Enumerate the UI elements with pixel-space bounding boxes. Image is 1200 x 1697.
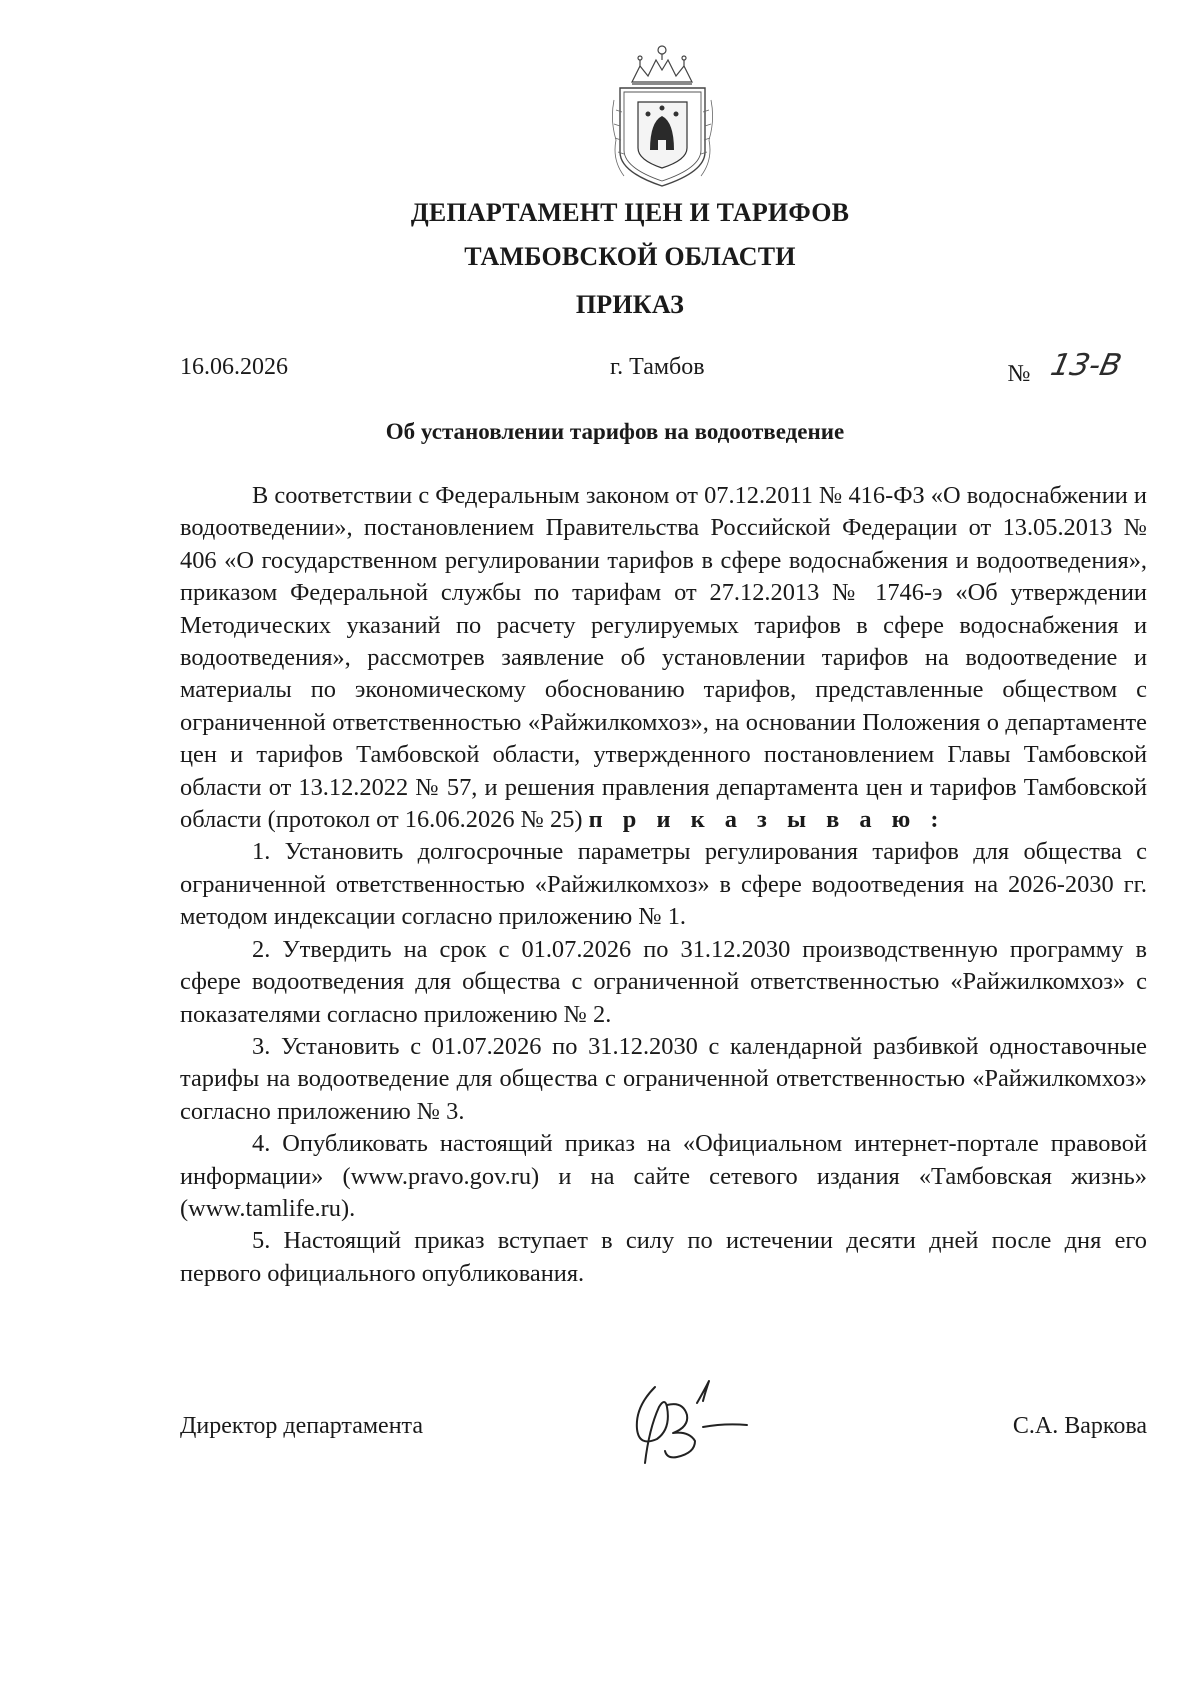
number-sign: № xyxy=(1007,361,1031,387)
order-item: 2. Утвердить на срок с 01.07.2026 по 31.12.2030 производственную программу в сфере водоотведения для общества с ограниченной ответственностью «Райжилкомхоз» с показателями согласно приложению № 2. xyxy=(180,935,1147,1028)
preamble-paragraph xyxy=(180,480,1147,836)
signature-block xyxy=(180,1413,1147,1453)
order-item: 4. Опубликовать настоящий приказ на «Официальном интернет-портале правовой информации» (www.pravo.gov.ru) и на сайте сетевого издания «Тамбовская жизнь» (www.tamlife.ru). xyxy=(180,1130,1147,1222)
handwritten-number: 13-В xyxy=(1047,348,1125,383)
document-city: г. Тамбов xyxy=(610,354,705,380)
document-date: 16.06.2026 xyxy=(180,354,288,380)
signatory-name: С.А. Варкова xyxy=(1012,1413,1147,1439)
coat-of-arms-icon xyxy=(610,40,715,190)
order-word: п р и к а з ы в а ю : xyxy=(588,806,946,834)
order-item: 5. Настоящий приказ вступает в силу по истечении десяти дней после дня его первого официального опубликования. xyxy=(180,1227,1147,1287)
region-title: ТАМБОВСКОЙ ОБЛАСТИ xyxy=(464,242,796,271)
document-type-title: ПРИКАЗ xyxy=(575,290,685,319)
order-item: 1. Установить долгосрочные параметры регулирования тарифов для общества с ограниченной ответственностью «Райжилкомхоз» в сфере водоотведения на 2026-2030 гг. методом индексации согласно приложению № 1. xyxy=(180,838,1147,931)
document-number xyxy=(1007,348,1125,389)
signatory-position: Директор департамента xyxy=(180,1413,423,1439)
document-body xyxy=(180,480,1147,1290)
order-item: 3. Установить с 01.07.2026 по 31.12.2030 с календарной разбивкой одноставочные тарифы на водоотведение для общества с ограниченной ответственностью «Райжилкомхоз» согласно приложению № 3. xyxy=(180,1032,1147,1125)
document-subject: Об установлении тарифов на водоотведение xyxy=(385,419,845,444)
preamble-text: В соответствии с Федеральным законом от 07.12.2011 № 416-ФЗ «О водоснабжении и водоотведении», постановлением Правительства Российской Федерации от 13.05.2013 № 406 «О государственном регулировании тарифов в сфере водоснабжения и водоотведения», приказом Федеральной службы по тарифам от 27.12.2013 № 1746-э «Об утверждении Методических указаний по расчету регулируемых тарифов в сфере водоснабжения и водоотведения», рассмотрев заявление об установлении тарифов на водоотведение и материалы по экономическому обоснованию тарифов, представленные обществом с ограниченной ответственностью «Райжилкомхоз», на основании Положения о департаменте цен и тарифов Тамбовской области, утвержденного постановлением Главы Тамбовской области от 13.12.2022 № 57, и решения правления департамента цен и тарифов Тамбовской области (протокол от 16.06.2026 № 25) xyxy=(180,482,1147,834)
document-meta-row xyxy=(180,348,1125,394)
department-title: ДЕПАРТАМЕНТ ЦЕН И ТАРИФОВ xyxy=(410,198,850,227)
handwritten-signature-icon xyxy=(615,1367,765,1477)
